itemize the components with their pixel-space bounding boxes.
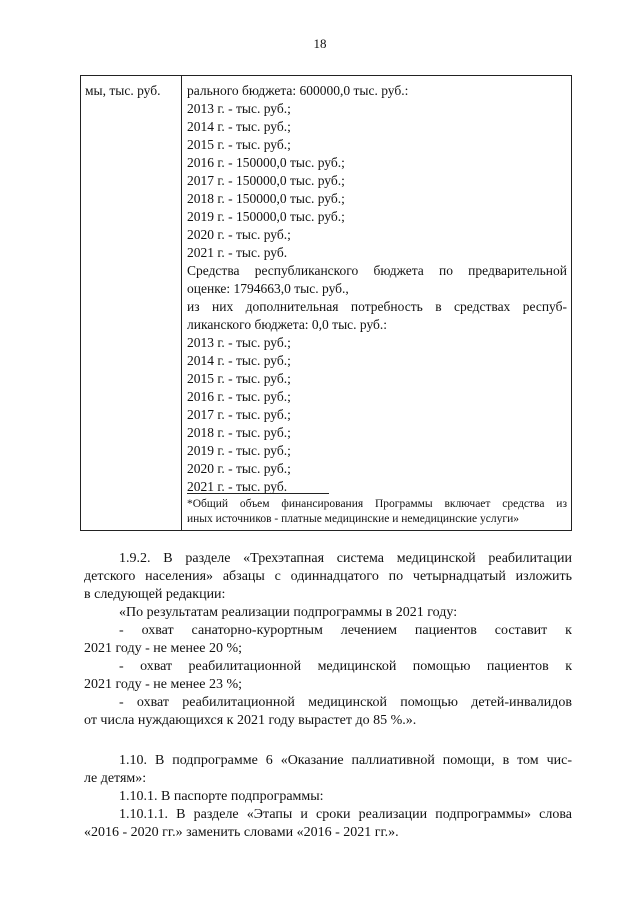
text-line: 1.10.1.1. В разделе «Этапы и сроки реализации подпрограммы» слова [119,807,572,822]
page-number: 18 [313,36,327,51]
column-divider [181,76,182,530]
table-line: 2018 г. - 150000,0 тыс. руб.; [187,191,345,206]
table-line: 2020 г. - тыс. руб.; [187,227,291,242]
text-line: 2021 году - не менее 20 %; [84,641,243,656]
table-line: 2013 г. - тыс. руб.; [187,101,291,116]
table-line: ликанского бюджета: 0,0 тыс. руб.: [187,317,388,332]
table-line: Средства республиканского бюджета по предварительной [187,263,567,278]
footnote [187,497,567,527]
text-line: в следующей редакции: [84,587,226,602]
text-line: 2021 году - не менее 23 %; [84,677,243,692]
financing-table [80,75,572,531]
table-line: 2017 г. - тыс. руб.; [187,407,291,422]
text-line: 1.9.2. В разделе «Трехэтапная система медицинской реабилитации [119,551,572,566]
table-line: 2014 г. - тыс. руб.; [187,119,291,134]
text-line: от числа нуждающихся к 2021 году вырастет до 85 %.». [84,713,417,728]
text-line: «По результатам реализации подпрограммы в 2021 году: [119,605,458,620]
table-line: 2020 г. - тыс. руб.; [187,461,291,476]
table-line: 2018 г. - тыс. руб.; [187,425,291,440]
table-line: 2016 г. - тыс. руб.; [187,389,291,404]
text-line: - охват санаторно-курортным лечением пациентов составит к [119,623,572,638]
table-line: 2015 г. - тыс. руб.; [187,371,291,386]
text-line: «2016 - 2020 гг.» заменить словами «2016 - 2021 гг.». [84,825,399,840]
footnote-rule [187,493,329,494]
table-line: 2013 г. - тыс. руб.; [187,335,291,350]
table-line: 2019 г. - 150000,0 тыс. руб.; [187,209,345,224]
footnote-line: иных источников - платные медицинские и немедицинские услуги» [187,513,519,525]
paragraph-1-9-2 [84,550,572,730]
table-line: 2021 г. - тыс. руб. [187,479,288,494]
text-line: детского населения» абзацы с одиннадцатого по четырнадцатый изложить [84,569,572,584]
table-right-cell [187,82,567,496]
table-line: 2019 г. - тыс. руб.; [187,443,291,458]
table-line: оценке: 1794663,0 тыс. руб., [187,281,349,296]
table-line: 2017 г. - 150000,0 тыс. руб.; [187,173,345,188]
text-line: 1.10.1. В паспорте подпрограммы: [119,789,324,804]
table-line: 2014 г. - тыс. руб.; [187,353,291,368]
paragraph-1-10 [84,752,572,842]
text-line: ле детям»: [84,771,147,786]
table-line: из них дополнительная потребность в средствах респуб- [187,299,567,314]
table-line: рального бюджета: 600000,0 тыс. руб.: [187,83,409,98]
text-line: - охват реабилитационной медицинской помощью пациентов к [119,659,572,674]
footnote-line: *Общий объем финансирования Программы включает средства из [187,498,567,510]
text-line: 1.10. В подпрограмме 6 «Оказание паллиативной помощи, в том чис- [119,753,572,768]
table-line: 2016 г. - 150000,0 тыс. руб.; [187,155,345,170]
table-line: 2015 г. - тыс. руб.; [187,137,291,152]
text-line: - охват реабилитационной медицинской помощью детей-инвалидов [119,695,572,710]
table-left-cell: мы, тыс. руб. [85,83,161,98]
table-line: 2021 г. - тыс. руб. [187,245,288,260]
